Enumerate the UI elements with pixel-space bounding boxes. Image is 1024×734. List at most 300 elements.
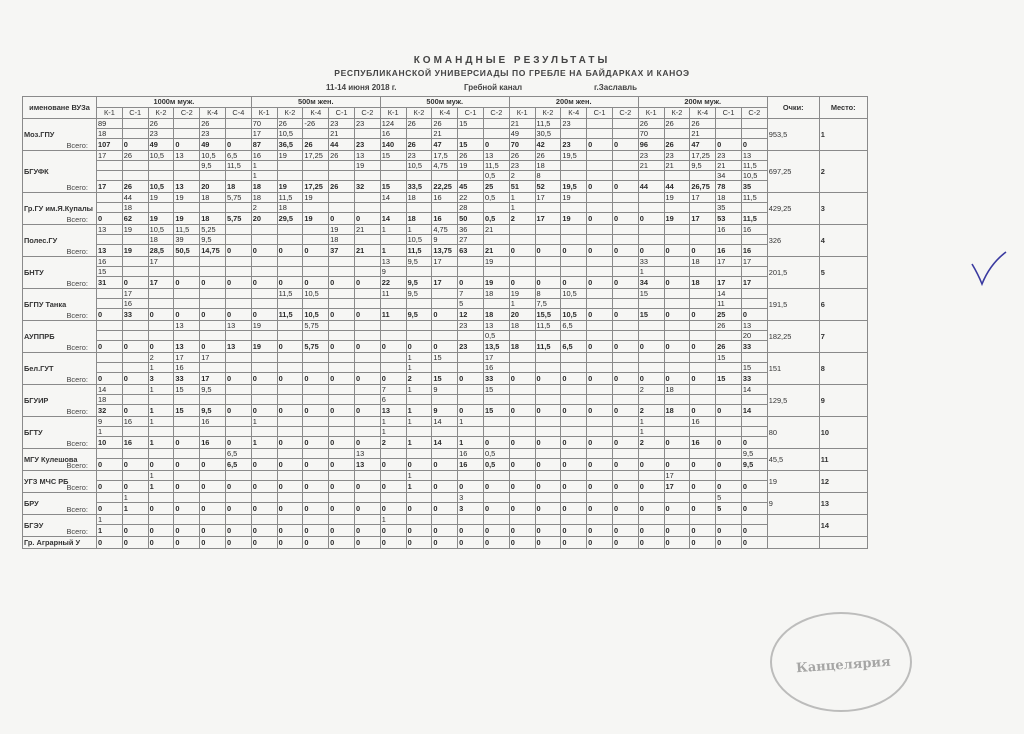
total-cell: 0 <box>458 537 484 549</box>
score-cell: 19 <box>354 161 380 171</box>
score-cell <box>509 493 535 503</box>
result-row <box>23 299 868 309</box>
score-cell <box>509 331 535 341</box>
total-cell: 0 <box>509 459 535 471</box>
total-cell: 0 <box>587 213 613 225</box>
score-cell <box>741 119 767 129</box>
score-cell: 2 <box>509 171 535 181</box>
score-cell: 17,5 <box>432 151 458 161</box>
score-cell: 10,5 <box>148 225 174 235</box>
score-cell <box>638 515 664 525</box>
team-name: БГПУ Танка <box>23 289 97 321</box>
total-cell: 0 <box>664 245 690 257</box>
boat-class-header: К-1 <box>509 108 535 119</box>
total-cell: 0 <box>587 481 613 493</box>
score-cell <box>354 493 380 503</box>
total-cell: 0 <box>690 373 716 385</box>
total-cell: 107 <box>97 139 123 151</box>
total-cell: 0 <box>122 481 148 493</box>
total-cell: 13 <box>174 341 200 353</box>
total-cell: 0 <box>251 373 277 385</box>
boat-class-header: К-4 <box>561 108 587 119</box>
score-cell <box>251 299 277 309</box>
score-cell <box>174 493 200 503</box>
score-cell: 9 <box>432 235 458 245</box>
total-cell: 0 <box>535 481 561 493</box>
total-cell: 18 <box>225 181 251 193</box>
total-cell: 87 <box>251 139 277 151</box>
score-cell: 0,5 <box>483 449 509 459</box>
score-cell <box>97 493 123 503</box>
score-cell <box>329 193 355 203</box>
total-cell: 33,5 <box>406 181 432 193</box>
score-cell <box>561 417 587 427</box>
score-cell <box>329 299 355 309</box>
score-cell <box>716 449 742 459</box>
total-cell: 0 <box>97 309 123 321</box>
total-cell: 0 <box>741 139 767 151</box>
total-cell: 13 <box>380 405 406 417</box>
total-cell: 0 <box>277 277 303 289</box>
total-cell: 0 <box>277 373 303 385</box>
score-cell: 7,5 <box>535 299 561 309</box>
score-cell: 11,5 <box>741 161 767 171</box>
team-name: БГТУ <box>23 417 97 449</box>
total-cell: 22,25 <box>432 181 458 193</box>
score-cell: 10,5 <box>741 171 767 181</box>
score-cell <box>587 299 613 309</box>
score-cell <box>148 289 174 299</box>
score-cell <box>612 119 638 129</box>
total-cell: 0 <box>458 373 484 385</box>
score-cell <box>587 515 613 525</box>
score-cell <box>354 257 380 267</box>
score-cell: 26 <box>329 151 355 161</box>
total-cell: 0 <box>251 481 277 493</box>
score-cell: 17 <box>741 257 767 267</box>
team-points: 429,25 <box>767 193 819 225</box>
document-subtitle: РЕСПУБЛИКАНСКОЙ УНИВЕРСИАДЫ ПО ГРЕБЛЕ НА БАЙДАРКАХ И КАНОЭ <box>334 68 690 78</box>
score-cell: 4,75 <box>432 225 458 235</box>
score-cell <box>277 171 303 181</box>
team-place: 1 <box>819 119 867 151</box>
total-cell: 0 <box>354 481 380 493</box>
total-cell: 0 <box>432 459 458 471</box>
score-cell <box>509 449 535 459</box>
total-cell: 18 <box>664 405 690 417</box>
score-cell <box>432 321 458 331</box>
score-cell <box>458 257 484 267</box>
total-cell: 0 <box>612 437 638 449</box>
score-cell <box>329 353 355 363</box>
total-cell: 0 <box>458 481 484 493</box>
score-cell: 17 <box>432 257 458 267</box>
score-cell <box>664 427 690 437</box>
total-cell: 0 <box>329 437 355 449</box>
score-cell <box>716 129 742 139</box>
results-table <box>22 96 868 549</box>
total-cell: 0 <box>380 459 406 471</box>
total-cell: 0 <box>380 373 406 385</box>
score-cell <box>690 515 716 525</box>
score-cell <box>509 225 535 235</box>
total-cell: 17 <box>432 277 458 289</box>
total-cell: 0 <box>406 525 432 537</box>
score-cell <box>148 321 174 331</box>
total-cell: 13 <box>97 245 123 257</box>
score-cell <box>638 493 664 503</box>
score-cell <box>587 427 613 437</box>
score-cell: 15 <box>741 363 767 373</box>
score-cell <box>741 299 767 309</box>
score-cell: 70 <box>638 129 664 139</box>
result-row <box>23 119 868 129</box>
score-cell <box>354 299 380 309</box>
score-cell <box>329 331 355 341</box>
score-cell <box>664 395 690 405</box>
total-cell: 0 <box>432 309 458 321</box>
total-cell: 16 <box>122 437 148 449</box>
boat-class-header: С-1 <box>587 108 613 119</box>
score-cell <box>148 171 174 181</box>
score-cell <box>406 331 432 341</box>
score-cell: 17 <box>251 129 277 139</box>
total-cell: 0 <box>587 277 613 289</box>
score-cell: 14 <box>380 193 406 203</box>
score-cell <box>587 385 613 395</box>
total-cell: 10 <box>97 437 123 449</box>
score-cell <box>277 427 303 437</box>
total-cell: 0 <box>664 341 690 353</box>
total-cell: 17 <box>148 277 174 289</box>
score-cell: 18 <box>200 193 226 203</box>
score-cell: 13 <box>174 321 200 331</box>
score-cell <box>587 193 613 203</box>
total-cell: 0 <box>148 309 174 321</box>
score-cell <box>664 257 690 267</box>
total-cell: 19 <box>561 213 587 225</box>
team-place: 9 <box>819 385 867 417</box>
score-cell: 9,5 <box>690 161 716 171</box>
total-row <box>23 459 868 471</box>
score-cell: 13 <box>741 151 767 161</box>
score-cell: 2 <box>148 353 174 363</box>
score-cell <box>535 235 561 245</box>
score-cell <box>561 331 587 341</box>
score-cell: 11,5 <box>277 193 303 203</box>
score-cell <box>432 515 458 525</box>
score-cell: 6,5 <box>561 321 587 331</box>
result-row <box>23 151 868 161</box>
total-cell: 0 <box>329 503 355 515</box>
score-cell: 23 <box>509 161 535 171</box>
score-cell: 11 <box>380 289 406 299</box>
score-cell: 14 <box>741 385 767 395</box>
total-cell: 0 <box>97 481 123 493</box>
total-cell: 0 <box>200 537 226 549</box>
score-cell: 18 <box>251 193 277 203</box>
score-cell <box>225 119 251 129</box>
score-cell: 17,25 <box>303 151 329 161</box>
check-mark-icon <box>968 250 1008 290</box>
score-cell <box>690 385 716 395</box>
total-cell: 0 <box>741 525 767 537</box>
score-cell <box>638 395 664 405</box>
total-cell: 19 <box>483 277 509 289</box>
score-cell <box>664 321 690 331</box>
total-cell: 0 <box>148 341 174 353</box>
score-cell: 19,5 <box>561 151 587 161</box>
score-cell: 15 <box>432 353 458 363</box>
team-name: Моз.ГПУ <box>23 119 97 151</box>
score-cell <box>535 331 561 341</box>
score-cell <box>277 235 303 245</box>
score-cell <box>200 449 226 459</box>
score-cell: 15 <box>97 267 123 277</box>
score-cell <box>535 471 561 481</box>
score-cell: 17 <box>690 193 716 203</box>
score-cell <box>251 353 277 363</box>
total-cell: 1 <box>406 437 432 449</box>
total-cell: 78 <box>716 181 742 193</box>
total-row <box>23 245 868 257</box>
total-cell: 0 <box>535 277 561 289</box>
score-cell <box>148 493 174 503</box>
total-cell: 0 <box>174 481 200 493</box>
score-cell: 19 <box>303 193 329 203</box>
total-cell: 0 <box>664 277 690 289</box>
team-points <box>767 537 819 549</box>
score-cell <box>122 119 148 129</box>
score-cell: 26 <box>664 119 690 129</box>
score-cell <box>174 331 200 341</box>
score-cell <box>690 471 716 481</box>
total-cell: 0 <box>612 277 638 289</box>
score-cell <box>690 289 716 299</box>
result-row <box>23 449 868 459</box>
total-cell: 19 <box>303 213 329 225</box>
score-cell <box>174 395 200 405</box>
score-cell <box>97 171 123 181</box>
score-cell: 23 <box>329 119 355 129</box>
total-cell: 11,5 <box>535 341 561 353</box>
total-cell: 0 <box>354 525 380 537</box>
score-cell: 13 <box>354 449 380 459</box>
total-cell: 0 <box>329 405 355 417</box>
total-cell: 0 <box>200 525 226 537</box>
score-cell <box>406 515 432 525</box>
score-cell: 1 <box>509 203 535 213</box>
score-cell <box>432 471 458 481</box>
total-cell: 0 <box>329 373 355 385</box>
score-cell <box>509 267 535 277</box>
score-cell <box>509 257 535 267</box>
score-cell: -26 <box>303 119 329 129</box>
score-cell: 1 <box>406 385 432 395</box>
score-cell: 9,5 <box>200 235 226 245</box>
team-place: 7 <box>819 321 867 353</box>
score-cell <box>483 427 509 437</box>
total-cell: 0 <box>638 525 664 537</box>
score-cell <box>200 299 226 309</box>
boat-class-header: К-2 <box>277 108 303 119</box>
team-name: УГЗ МЧС РБ <box>23 471 97 493</box>
total-cell: 1 <box>97 525 123 537</box>
total-cell: 16 <box>741 245 767 257</box>
total-cell: 0 <box>612 341 638 353</box>
score-cell: 1 <box>148 385 174 395</box>
total-cell: 0 <box>638 503 664 515</box>
result-row <box>23 515 868 525</box>
total-cell: 0 <box>561 503 587 515</box>
total-cell: 9,5 <box>406 309 432 321</box>
total-cell: 26 <box>329 181 355 193</box>
score-cell <box>509 395 535 405</box>
score-cell <box>587 171 613 181</box>
total-cell: 0 <box>354 213 380 225</box>
total-cell: 19 <box>251 341 277 353</box>
total-cell: 17 <box>690 213 716 225</box>
total-cell: 47 <box>432 139 458 151</box>
score-cell <box>690 321 716 331</box>
score-cell <box>303 395 329 405</box>
score-cell <box>277 161 303 171</box>
score-cell <box>277 493 303 503</box>
score-cell <box>664 171 690 181</box>
team-points: 953,5 <box>767 119 819 151</box>
total-cell: 14 <box>741 405 767 417</box>
score-cell <box>200 321 226 331</box>
score-cell: 26 <box>122 151 148 161</box>
result-row <box>23 129 868 139</box>
total-row <box>23 437 868 449</box>
total-cell: 44 <box>329 139 355 151</box>
score-cell: 49 <box>509 129 535 139</box>
score-cell <box>458 353 484 363</box>
score-cell <box>97 471 123 481</box>
score-cell: 17 <box>200 353 226 363</box>
score-cell <box>716 331 742 341</box>
score-cell <box>664 225 690 235</box>
total-cell: 0 <box>97 537 123 549</box>
score-cell <box>664 353 690 363</box>
total-cell: 0 <box>380 503 406 515</box>
score-cell: 1 <box>380 225 406 235</box>
score-cell <box>587 449 613 459</box>
total-cell: 13 <box>354 459 380 471</box>
score-cell <box>587 395 613 405</box>
score-cell <box>664 129 690 139</box>
total-cell: 17 <box>200 373 226 385</box>
score-cell <box>406 427 432 437</box>
score-cell <box>638 225 664 235</box>
total-cell: 5,75 <box>225 213 251 225</box>
score-cell: 1 <box>148 417 174 427</box>
score-cell: 1 <box>251 161 277 171</box>
total-cell: 0 <box>148 503 174 515</box>
score-cell: 1 <box>509 193 535 203</box>
total-cell: 0 <box>432 503 458 515</box>
score-cell <box>97 299 123 309</box>
score-cell: 18 <box>122 203 148 213</box>
score-cell <box>277 363 303 373</box>
score-cell <box>741 493 767 503</box>
score-cell <box>690 363 716 373</box>
total-cell: 0 <box>664 309 690 321</box>
score-cell: 16 <box>690 417 716 427</box>
team-place: 8 <box>819 353 867 385</box>
total-cell: 51 <box>509 181 535 193</box>
score-cell <box>690 235 716 245</box>
score-cell: 21 <box>716 161 742 171</box>
score-cell: 26 <box>690 119 716 129</box>
score-cell <box>561 363 587 373</box>
total-cell: 0 <box>200 459 226 471</box>
score-cell <box>225 267 251 277</box>
score-cell <box>122 395 148 405</box>
score-cell <box>483 129 509 139</box>
score-cell <box>741 267 767 277</box>
total-cell: 0 <box>638 245 664 257</box>
total-cell: 0 <box>690 245 716 257</box>
score-cell <box>638 203 664 213</box>
name-header: именоване ВУЗа <box>23 97 97 119</box>
total-cell: 0 <box>303 459 329 471</box>
score-cell <box>303 257 329 267</box>
total-cell: 0 <box>329 459 355 471</box>
score-cell <box>587 257 613 267</box>
total-cell: 0 <box>174 277 200 289</box>
score-cell: 1 <box>251 417 277 427</box>
total-row <box>23 181 868 193</box>
score-cell: 17 <box>664 471 690 481</box>
score-cell: 16 <box>97 257 123 267</box>
score-cell: 18 <box>148 235 174 245</box>
total-cell: 0 <box>251 525 277 537</box>
score-cell: 23 <box>200 129 226 139</box>
score-cell <box>432 171 458 181</box>
score-cell <box>122 385 148 395</box>
boat-class-header: К-4 <box>303 108 329 119</box>
score-cell <box>251 225 277 235</box>
total-cell: 0 <box>354 341 380 353</box>
score-cell <box>122 449 148 459</box>
score-cell <box>97 331 123 341</box>
score-cell: 23 <box>458 321 484 331</box>
score-cell <box>535 427 561 437</box>
score-cell <box>509 471 535 481</box>
total-cell: 0 <box>716 525 742 537</box>
score-cell: 13 <box>483 151 509 161</box>
total-cell: 0 <box>122 525 148 537</box>
score-cell: 11,5 <box>741 193 767 203</box>
score-cell: 17 <box>122 289 148 299</box>
total-cell: 26,75 <box>690 181 716 193</box>
score-cell <box>561 129 587 139</box>
score-cell <box>225 331 251 341</box>
score-cell <box>561 203 587 213</box>
score-cell: 89 <box>97 119 123 129</box>
score-cell <box>329 363 355 373</box>
total-cell: 17 <box>716 277 742 289</box>
score-cell: 1 <box>509 299 535 309</box>
distance-group-header: 1000м муж. <box>97 97 252 108</box>
score-cell <box>225 203 251 213</box>
total-cell: 19 <box>122 245 148 257</box>
score-cell <box>561 515 587 525</box>
score-cell <box>432 395 458 405</box>
team-points: 129,5 <box>767 385 819 417</box>
